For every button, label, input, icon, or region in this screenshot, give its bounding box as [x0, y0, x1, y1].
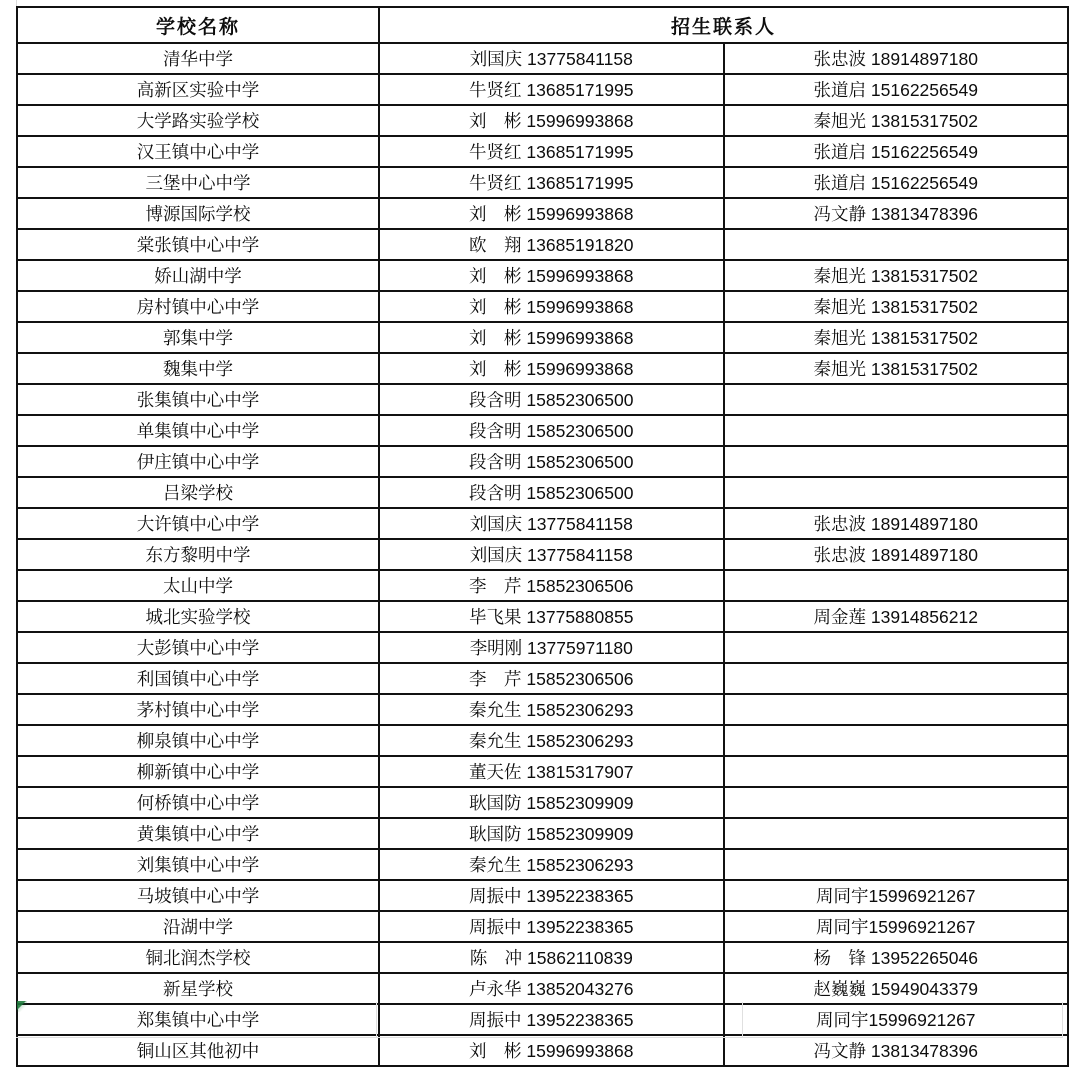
- cell-school-name[interactable]: 沿湖中学: [17, 911, 379, 942]
- cell-school-name[interactable]: 马坡镇中心中学: [17, 880, 379, 911]
- table-row[interactable]: [17, 756, 1068, 787]
- table-row[interactable]: [17, 322, 1068, 353]
- cell-contact-primary[interactable]: 刘国庆 13775841158: [379, 508, 724, 539]
- table-row[interactable]: [17, 601, 1068, 632]
- cell-contact-secondary[interactable]: 张忠波 18914897180: [724, 43, 1069, 74]
- table-row[interactable]: [17, 260, 1068, 291]
- table-row[interactable]: [17, 353, 1068, 384]
- cell-contact-secondary[interactable]: [724, 446, 1069, 477]
- cell-school-name[interactable]: 棠张镇中心中学: [17, 229, 379, 260]
- cell-contact-primary[interactable]: 秦允生 15852306293: [379, 849, 724, 880]
- cell-contact-secondary[interactable]: [724, 415, 1069, 446]
- table-row[interactable]: [17, 198, 1068, 229]
- cell-contact-secondary[interactable]: 赵巍巍 15949043379: [724, 973, 1069, 1004]
- cell-contact-secondary[interactable]: 张道启 15162256549: [724, 136, 1069, 167]
- cell-contact-secondary[interactable]: [724, 849, 1069, 880]
- cell-contact-primary[interactable]: 毕飞果 13775880855: [379, 601, 724, 632]
- table-row[interactable]: [17, 942, 1068, 973]
- cell-school-name[interactable]: 大许镇中心中学: [17, 508, 379, 539]
- cell-contact-primary[interactable]: 李明刚 13775971180: [379, 632, 724, 663]
- cell-contact-secondary[interactable]: 张道启 15162256549: [724, 74, 1069, 105]
- cell-school-name[interactable]: 大学路实验学校: [17, 105, 379, 136]
- cell-contact-primary[interactable]: 欧 翔 13685191820: [379, 229, 724, 260]
- cell-contact-primary[interactable]: 刘国庆 13775841158: [379, 539, 724, 570]
- cell-contact-secondary[interactable]: 张道启 15162256549: [724, 167, 1069, 198]
- cell-school-name[interactable]: 新星学校: [17, 973, 379, 1004]
- cell-contact-secondary[interactable]: 冯文静 13813478396: [724, 198, 1069, 229]
- cell-contact-secondary[interactable]: [724, 384, 1069, 415]
- cell-contact-secondary[interactable]: [724, 694, 1069, 725]
- cell-contact-primary[interactable]: 秦允生 15852306293: [379, 694, 724, 725]
- cell-contact-primary[interactable]: 卢永华 13852043276: [379, 973, 724, 1004]
- table-row[interactable]: [17, 787, 1068, 818]
- cell-contact-primary[interactable]: 周振中 13952238365: [379, 1004, 724, 1035]
- table-row[interactable]: [17, 911, 1068, 942]
- cell-contact-primary[interactable]: 刘 彬 15996993868: [379, 260, 724, 291]
- table-row[interactable]: [17, 384, 1068, 415]
- cell-contact-secondary[interactable]: 秦旭光 13815317502: [724, 105, 1069, 136]
- cell-contact-primary[interactable]: 耿国防 15852309909: [379, 787, 724, 818]
- cell-school-name[interactable]: 吕梁学校: [17, 477, 379, 508]
- cell-contact-primary[interactable]: 段含明 15852306500: [379, 446, 724, 477]
- cell-school-name[interactable]: 东方黎明中学: [17, 539, 379, 570]
- cell-contact-primary[interactable]: 刘 彬 15996993868: [379, 1035, 724, 1066]
- cell-contact-primary[interactable]: 董天佐 13815317907: [379, 756, 724, 787]
- cell-school-name[interactable]: 郭集中学: [17, 322, 379, 353]
- cell-school-name[interactable]: 柳泉镇中心中学: [17, 725, 379, 756]
- cell-contact-primary[interactable]: 周振中 13952238365: [379, 880, 724, 911]
- cell-contact-secondary[interactable]: 周同宇15996921267: [724, 911, 1069, 942]
- cell-contact-primary[interactable]: 刘 彬 15996993868: [379, 105, 724, 136]
- cell-contact-secondary[interactable]: [724, 787, 1069, 818]
- cell-school-name[interactable]: 铜山区其他初中: [17, 1035, 379, 1066]
- cell-school-name[interactable]: 伊庄镇中心中学: [17, 446, 379, 477]
- cell-school-name[interactable]: 魏集中学: [17, 353, 379, 384]
- table-row[interactable]: [17, 1035, 1068, 1066]
- empty-row-divider-1: [376, 1002, 377, 1038]
- cell-school-name[interactable]: 刘集镇中心中学: [17, 849, 379, 880]
- table-row[interactable]: [17, 167, 1068, 198]
- cell-school-name[interactable]: 茅村镇中心中学: [17, 694, 379, 725]
- table-row[interactable]: [17, 229, 1068, 260]
- table-header: [17, 7, 1068, 43]
- table-row[interactable]: [17, 818, 1068, 849]
- cell-contact-secondary[interactable]: 秦旭光 13815317502: [724, 353, 1069, 384]
- cell-contact-secondary[interactable]: 秦旭光 13815317502: [724, 291, 1069, 322]
- table-row[interactable]: [17, 725, 1068, 756]
- cell-contact-secondary[interactable]: [724, 229, 1069, 260]
- cell-school-name[interactable]: 柳新镇中心中学: [17, 756, 379, 787]
- cell-contact-primary[interactable]: 刘 彬 15996993868: [379, 322, 724, 353]
- cell-contact-secondary[interactable]: [724, 663, 1069, 694]
- table-row[interactable]: [17, 973, 1068, 1004]
- cell-school-name[interactable]: 汉王镇中心中学: [17, 136, 379, 167]
- cell-contact-secondary[interactable]: [724, 725, 1069, 756]
- cell-contact-primary[interactable]: 段含明 15852306500: [379, 384, 724, 415]
- table-row[interactable]: [17, 539, 1068, 570]
- cell-contact-secondary[interactable]: 秦旭光 13815317502: [724, 260, 1069, 291]
- cell-contact-primary[interactable]: 牛贤红 13685171995: [379, 167, 724, 198]
- cell-school-name[interactable]: 郑集镇中心中学: [17, 1004, 379, 1035]
- cell-contact-primary[interactable]: 刘 彬 15996993868: [379, 353, 724, 384]
- cell-school-name[interactable]: 何桥镇中心中学: [17, 787, 379, 818]
- cell-school-name[interactable]: 大彭镇中心中学: [17, 632, 379, 663]
- cell-school-name[interactable]: 利国镇中心中学: [17, 663, 379, 694]
- cell-contact-secondary[interactable]: 秦旭光 13815317502: [724, 322, 1069, 353]
- cell-school-name[interactable]: 高新区实验中学: [17, 74, 379, 105]
- cell-contact-primary[interactable]: 耿国防 15852309909: [379, 818, 724, 849]
- empty-row-divider-2: [742, 1002, 743, 1038]
- cell-contact-primary[interactable]: 李 芹 15852306506: [379, 663, 724, 694]
- cell-school-name[interactable]: 城北实验学校: [17, 601, 379, 632]
- table-body: [17, 43, 1068, 1066]
- cell-school-name[interactable]: 黄集镇中心中学: [17, 818, 379, 849]
- table-row[interactable]: [17, 632, 1068, 663]
- table-row[interactable]: [17, 663, 1068, 694]
- cell-contact-primary[interactable]: 牛贤红 13685171995: [379, 136, 724, 167]
- cell-contact-primary[interactable]: 刘 彬 15996993868: [379, 291, 724, 322]
- cell-comment-marker-icon: [17, 1001, 26, 1010]
- cell-school-name[interactable]: 太山中学: [17, 570, 379, 601]
- cell-contact-secondary[interactable]: [724, 818, 1069, 849]
- cell-contact-primary[interactable]: 刘 彬 15996993868: [379, 198, 724, 229]
- cell-school-name[interactable]: 三堡中心中学: [17, 167, 379, 198]
- table-row[interactable]: [17, 415, 1068, 446]
- table-row[interactable]: [17, 43, 1068, 74]
- cell-contact-secondary[interactable]: 周同宇15996921267: [724, 880, 1069, 911]
- cell-contact-secondary[interactable]: [724, 570, 1069, 601]
- cell-contact-secondary[interactable]: 冯文静 13813478396: [724, 1035, 1069, 1066]
- cell-contact-primary[interactable]: 牛贤红 13685171995: [379, 74, 724, 105]
- table-row[interactable]: [17, 477, 1068, 508]
- table-row[interactable]: [17, 880, 1068, 911]
- table-row[interactable]: [17, 508, 1068, 539]
- column-header-school: 学校名称: [17, 7, 379, 43]
- table-row[interactable]: [17, 570, 1068, 601]
- cell-contact-secondary[interactable]: [724, 632, 1069, 663]
- cell-contact-secondary[interactable]: [724, 477, 1069, 508]
- school-contact-table: [16, 6, 1069, 1067]
- cell-contact-secondary[interactable]: 杨 锋 13952265046: [724, 942, 1069, 973]
- table-row[interactable]: [17, 694, 1068, 725]
- table-row[interactable]: [17, 291, 1068, 322]
- empty-sheet-row[interactable]: [16, 1002, 1063, 1038]
- cell-school-name[interactable]: 清华中学: [17, 43, 379, 74]
- table-row[interactable]: [17, 446, 1068, 477]
- table-row[interactable]: [17, 849, 1068, 880]
- table-row[interactable]: [17, 74, 1068, 105]
- cell-contact-secondary[interactable]: 周同宇15996921267: [724, 1004, 1069, 1035]
- header-row: [17, 7, 1068, 43]
- cell-school-name[interactable]: 铜北润杰学校: [17, 942, 379, 973]
- cell-contact-primary[interactable]: 段含明 15852306500: [379, 415, 724, 446]
- cell-contact-primary[interactable]: 陈 冲 15862110839: [379, 942, 724, 973]
- cell-contact-primary[interactable]: 周振中 13952238365: [379, 911, 724, 942]
- cell-school-name[interactable]: 博源国际学校: [17, 198, 379, 229]
- table-row[interactable]: [17, 136, 1068, 167]
- cell-contact-secondary[interactable]: [724, 756, 1069, 787]
- cell-contact-primary[interactable]: 秦允生 15852306293: [379, 725, 724, 756]
- cell-contact-secondary[interactable]: 张忠波 18914897180: [724, 539, 1069, 570]
- cell-contact-primary[interactable]: 段含明 15852306500: [379, 477, 724, 508]
- cell-school-name[interactable]: 娇山湖中学: [17, 260, 379, 291]
- cell-contact-secondary[interactable]: 张忠波 18914897180: [724, 508, 1069, 539]
- cell-school-name[interactable]: 单集镇中心中学: [17, 415, 379, 446]
- column-header-contact: 招生联系人: [379, 7, 1068, 43]
- cell-contact-primary[interactable]: 刘国庆 13775841158: [379, 43, 724, 74]
- cell-school-name[interactable]: 房村镇中心中学: [17, 291, 379, 322]
- cell-contact-primary[interactable]: 李 芹 15852306506: [379, 570, 724, 601]
- cell-school-name[interactable]: 张集镇中心中学: [17, 384, 379, 415]
- cell-contact-secondary[interactable]: 周金莲 13914856212: [724, 601, 1069, 632]
- table-row[interactable]: [17, 105, 1068, 136]
